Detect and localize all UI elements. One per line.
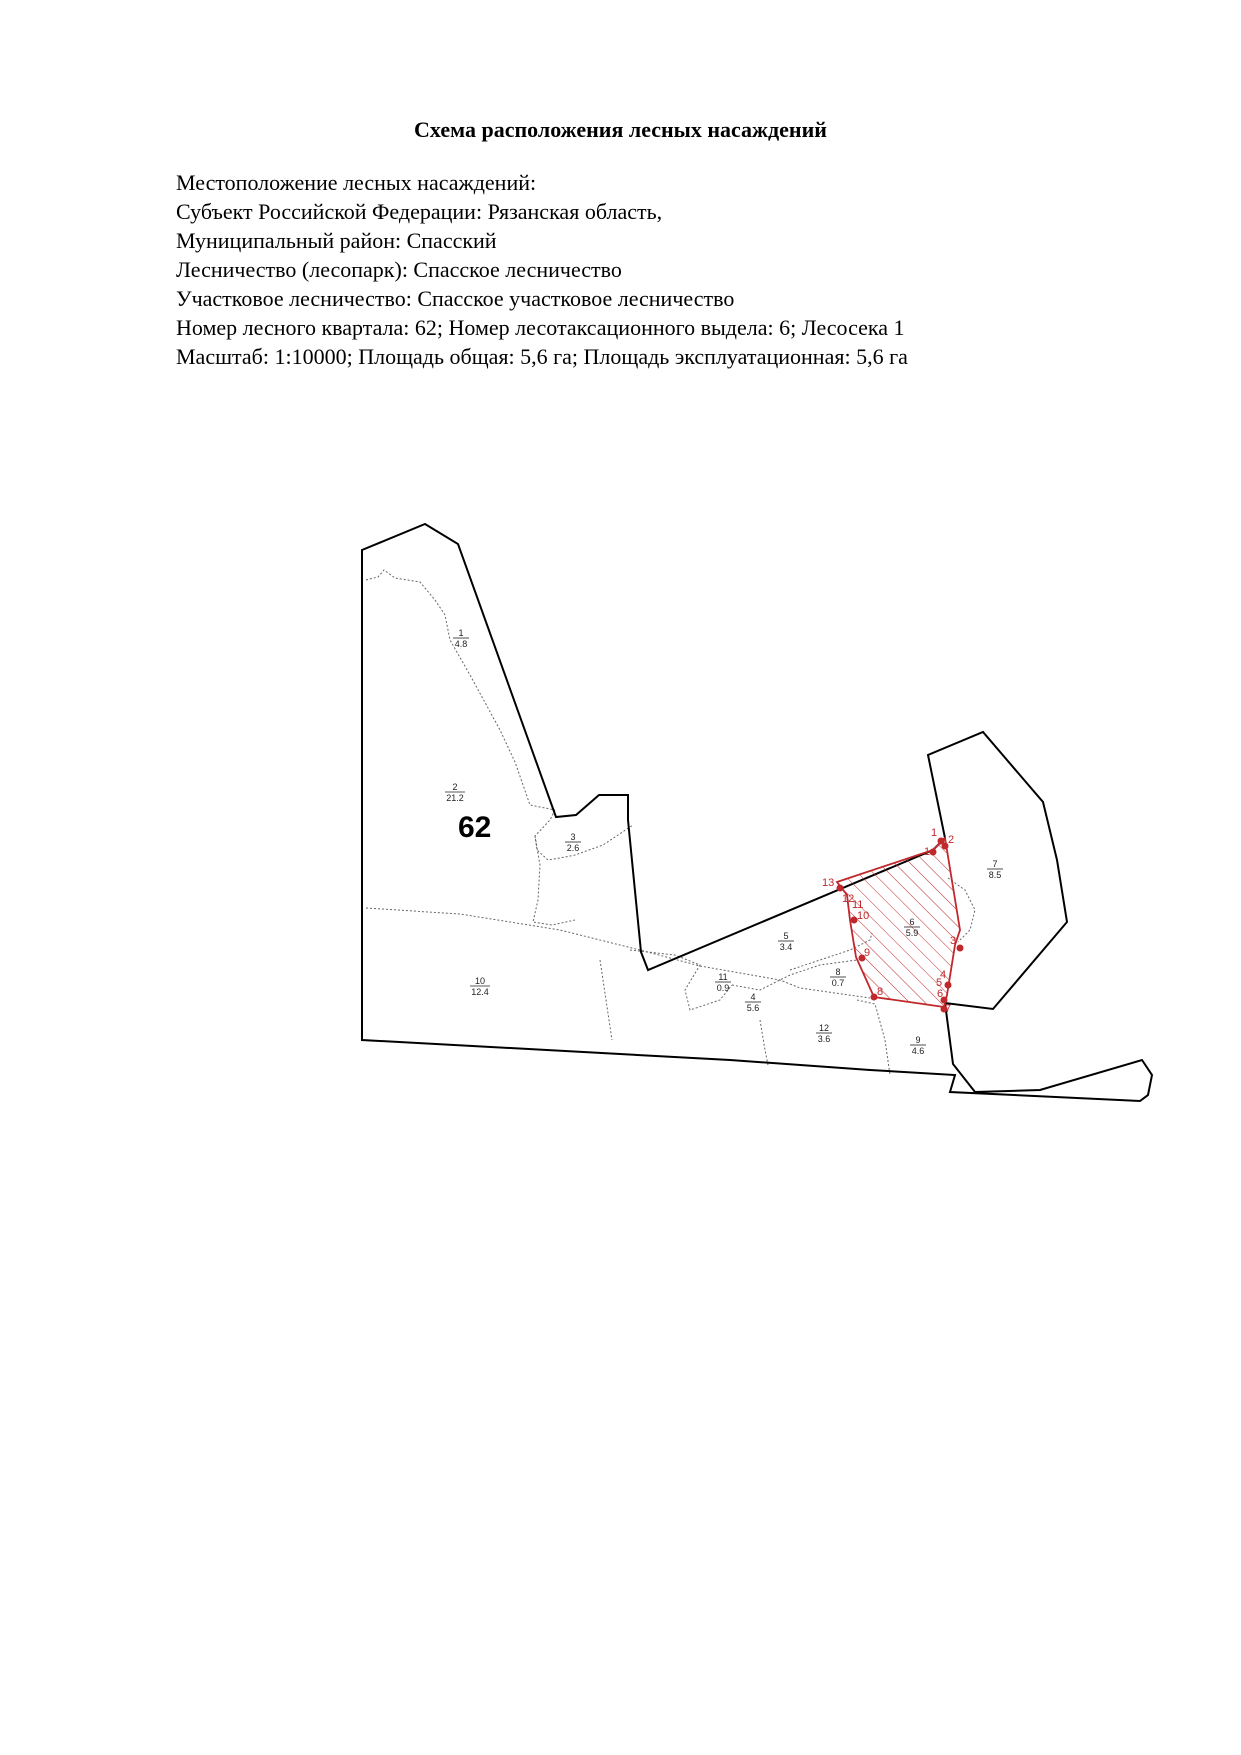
vertex-label: 7 — [945, 1003, 952, 1015]
plot-number: 5 — [783, 931, 789, 941]
info-line: Лесничество (лесопарк): Спасское лесничество — [176, 257, 622, 282]
plot-area: 12.4 — [471, 987, 489, 997]
plot-area: 21.2 — [446, 793, 464, 803]
plot-label — [715, 972, 731, 993]
plot-label — [745, 992, 761, 1013]
plot-label — [987, 859, 1003, 880]
plot-area: 5.9 — [905, 928, 919, 938]
info-line: Номер лесного квартала: 62; Номер лесотаксационного выдела: 6; Лесосека 1 — [176, 315, 905, 340]
plot-number: 10 — [474, 976, 486, 986]
plot-label — [910, 1035, 926, 1056]
plot-label — [445, 782, 465, 803]
plot-number: 4 — [750, 992, 756, 1002]
vertex-label: 11 — [852, 899, 864, 911]
plot-area: 2.6 — [566, 843, 580, 853]
plot-label — [778, 931, 794, 952]
info-line: Масштаб: 1:10000; Площадь общая: 5,6 га; Площадь эксплуатационная: 5,6 га — [176, 344, 908, 369]
plot-label — [453, 628, 469, 649]
vertex-label: 9 — [864, 947, 871, 959]
vertex-label: 6 — [937, 988, 944, 1000]
plot-number: 2 — [452, 782, 458, 792]
vertex-label: 2 — [948, 834, 955, 846]
plot-label — [565, 832, 581, 853]
plot-label — [816, 1023, 832, 1044]
page-title: Схема расположения лесных насаждений — [414, 117, 827, 142]
plot-label — [470, 976, 490, 997]
vertex-label: 13 — [822, 877, 835, 889]
info-line: Местоположение лесных насаждений: — [176, 170, 537, 195]
vertex-label: 1 — [931, 827, 938, 839]
plot-number: 11 — [718, 972, 728, 982]
plot-area: 4.8 — [454, 639, 468, 649]
plot-number: 12 — [818, 1023, 830, 1033]
plot-number: 7 — [992, 859, 998, 869]
vertex-label: 8 — [877, 986, 884, 998]
info-line: Участковое лесничество: Спасское участковое лесничество — [176, 286, 735, 311]
plot-area: 3.4 — [779, 942, 793, 952]
vertex-label: 4 — [940, 969, 947, 981]
vertex-label: 14 — [924, 846, 937, 858]
plot-number: 9 — [915, 1035, 921, 1045]
plot-number: 8 — [835, 967, 841, 977]
plot-area: 0.7 — [831, 978, 845, 988]
plot-number: 6 — [909, 917, 915, 927]
plot-label — [830, 967, 846, 988]
plot-area: 0.9 — [716, 983, 730, 993]
vertex-label: 3 — [950, 935, 957, 947]
vertex-label: 5 — [936, 977, 943, 989]
info-line: Субъект Российской Федерации: Рязанская область, — [176, 199, 663, 224]
plot-number: 3 — [570, 832, 576, 842]
info-line: Муниципальный район: Спасский — [176, 228, 497, 253]
plot-area: 4.6 — [911, 1046, 925, 1056]
plot-number: 1 — [458, 628, 464, 638]
vertex-label: 10 — [857, 910, 870, 922]
plot-area: 8.5 — [988, 870, 1002, 880]
plot-area: 3.6 — [817, 1034, 831, 1044]
vertex-label: 12 — [842, 893, 855, 905]
quarter-number: 62 — [458, 811, 492, 844]
plot-area: 5.6 — [746, 1003, 760, 1013]
